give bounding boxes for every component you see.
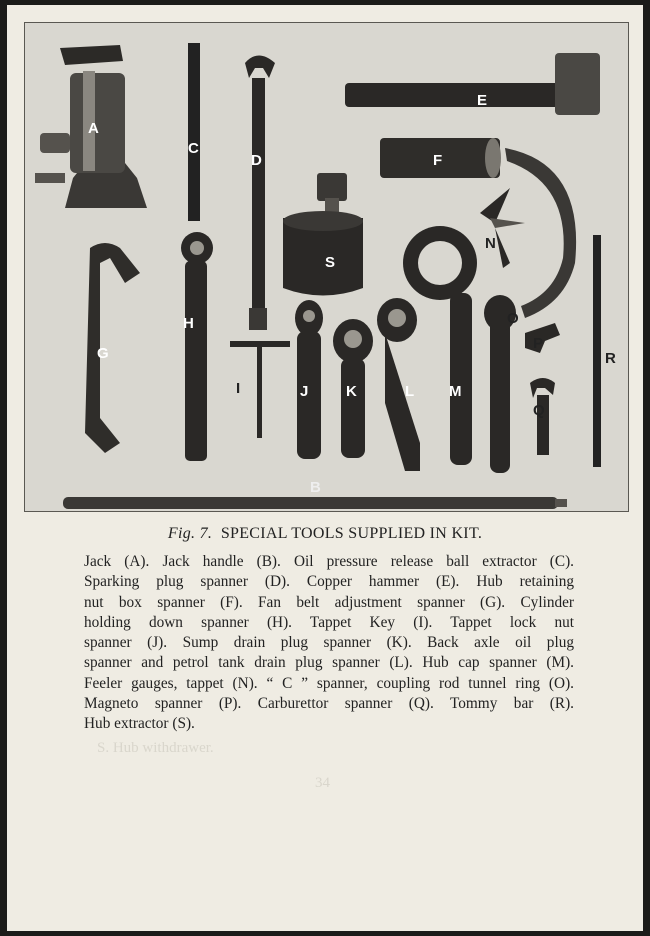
- legend-line: Hub extractor (S).: [84, 715, 195, 733]
- legend-line: Magneto spanner (P). Carburettor spanner (Q). Tommy bar (R).: [84, 695, 574, 713]
- fan-belt-spanner-tool: [85, 243, 140, 453]
- label-c: C: [188, 140, 199, 157]
- bleed-through-text: S. Hub withdrawer.: [97, 740, 214, 756]
- label-d: D: [251, 152, 262, 169]
- label-i: I: [236, 380, 241, 397]
- c-spanner-tool: [484, 148, 576, 473]
- label-b: B: [310, 479, 321, 496]
- label-p: P: [533, 335, 544, 352]
- label-q: Q: [533, 402, 545, 419]
- label-o: O: [507, 310, 519, 327]
- label-f: F: [433, 152, 443, 169]
- legend-line: Feeler gauges, tappet (N). “ C ” spanner, coupling rod tunnel ring (O).: [84, 674, 574, 692]
- tappet-lock-spanner-tool: [295, 300, 323, 459]
- label-r: R: [605, 350, 616, 367]
- label-j: J: [300, 383, 309, 400]
- tools-photograph: [24, 22, 629, 512]
- label-a: A: [88, 120, 99, 137]
- tool-legend: [84, 552, 574, 735]
- book-page: [7, 5, 643, 931]
- label-h: H: [183, 315, 194, 332]
- figure-title: SPECIAL TOOLS SUPPLIED IN KIT.: [220, 525, 483, 542]
- tools-illustration: [25, 23, 628, 511]
- label-s: S: [325, 254, 336, 271]
- label-e: E: [477, 92, 488, 109]
- cylinder-spanner-tool: [181, 232, 213, 461]
- hub-extractor-tool: [283, 173, 363, 296]
- feeler-gauges-tool: [480, 188, 525, 268]
- legend-line: spanner and petrol tank drain plug spanner (L). Hub cap spanner (M).: [84, 654, 574, 672]
- ball-extractor-tool: [188, 43, 200, 221]
- legend-line: nut box spanner (F). Fan belt adjustment spanner (G). Cylinder: [84, 593, 574, 611]
- legend-line: spanner (J). Sump drain plug spanner (K). Back axle oil plug: [84, 634, 574, 652]
- tommy-bar-tool: [593, 235, 601, 467]
- label-k: K: [346, 383, 357, 400]
- copper-hammer-tool: [345, 53, 600, 115]
- label-m: M: [449, 383, 462, 400]
- bleed-through-page-number: 34: [315, 775, 330, 791]
- legend-line: holding down spanner (H). Tappet Key (I). Tappet lock nut: [84, 613, 574, 631]
- figure-caption: [7, 525, 643, 543]
- legend-line: Sparking plug spanner (D). Copper hammer (E). Hub retaining: [84, 573, 574, 591]
- jack-handle-tool: [63, 497, 567, 509]
- label-n: N: [485, 235, 496, 252]
- figure-number: Fig. 7.: [167, 525, 213, 542]
- label-l: L: [405, 383, 415, 400]
- legend-line: Jack (A). Jack handle (B). Oil pressure release ball extractor (C).: [84, 553, 574, 570]
- label-g: G: [97, 345, 109, 362]
- sparking-plug-spanner-tool: [245, 56, 275, 331]
